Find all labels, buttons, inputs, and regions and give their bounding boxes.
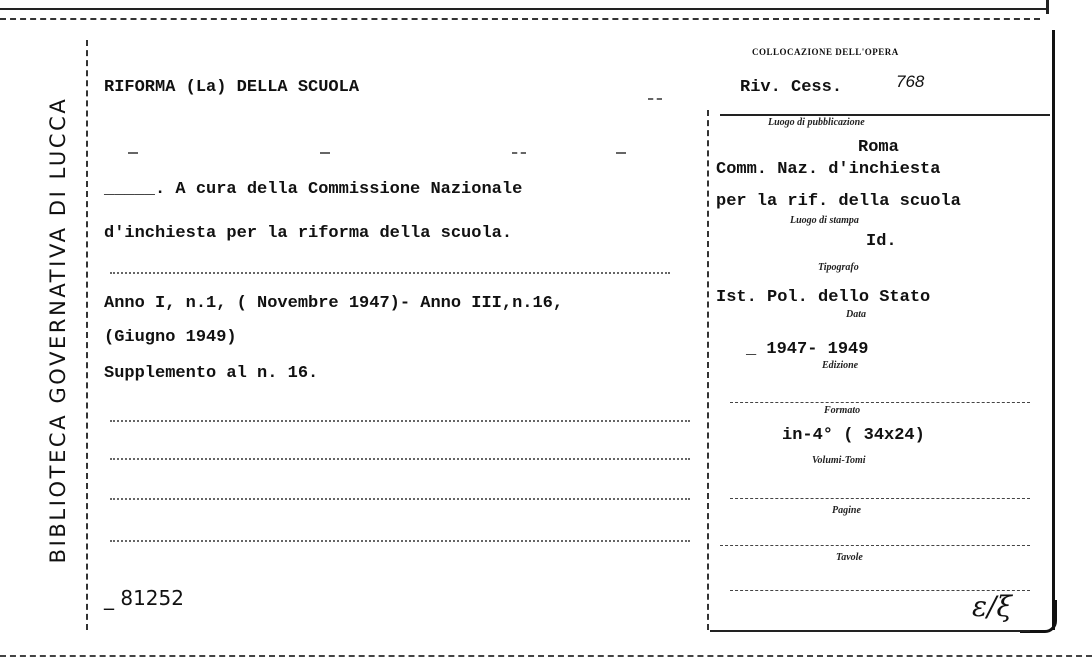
data-value: _ 1947- 1949 (746, 340, 869, 359)
filler-dotted-line (110, 272, 670, 274)
stamp-separator-line (86, 40, 88, 630)
collocation: Riv. Cess. (740, 78, 843, 97)
luogo-stampa: Id. (866, 232, 897, 251)
card-top-dashed-border (0, 18, 1040, 20)
library-stamp: BIBLIOTECA GOVERNATIVA DI LUCCA (46, 96, 70, 564)
entry-title: RIFORMA (La) DELLA SCUOLA (104, 78, 360, 97)
panel-header: COLLOCAZIONE DELL'OPERA (752, 47, 899, 57)
card-right-border (1052, 30, 1055, 630)
filler-dotted-line (110, 458, 690, 460)
panel-rule (730, 402, 1030, 403)
title-dash (648, 98, 662, 100)
panel-bottom-border (710, 630, 1030, 632)
panel-left-border (707, 110, 709, 630)
tipografo: Ist. Pol. dello Stato (716, 288, 931, 307)
entry-line-1: _____. A cura della Commissione Nazionale (104, 180, 523, 199)
collocation-number: 768 (896, 72, 925, 91)
editore-line-2: per la rif. della scuola (716, 192, 961, 211)
filler-dash (512, 152, 526, 154)
entry-line-2: d'inchiesta per la riforma della scuola. (104, 224, 513, 243)
luogo-pubblicazione: Roma (858, 138, 899, 157)
luogo-pubblicazione-label: Luogo di pubblicazione (768, 117, 865, 128)
panel-rule (720, 114, 1050, 116)
tipografo-label: Tipografo (818, 262, 859, 273)
filler-dash (320, 152, 330, 154)
panel-rule (720, 545, 1030, 546)
data-label: Data (846, 309, 866, 320)
formato-label: Formato (824, 405, 861, 416)
card-top-border (0, 8, 1048, 10)
filler-dotted-line (110, 420, 690, 422)
pagine-label: Pagine (832, 505, 861, 516)
luogo-stampa-label: Luogo di stampa (790, 215, 859, 226)
panel-rule (730, 498, 1030, 499)
editore-line-1: Comm. Naz. d'inchiesta (716, 160, 941, 179)
inventory-number: _ 81252 (104, 586, 184, 610)
filler-dotted-line (110, 498, 690, 500)
entry-line-5: Supplemento al n. 16. (104, 364, 319, 383)
card-bottom-right-corner (1020, 600, 1057, 633)
card-corner-tick (1046, 0, 1049, 14)
card-bottom-border (0, 655, 1092, 657)
formato: in-4° ( 34x24) (782, 426, 925, 445)
edizione-label: Edizione (822, 360, 859, 371)
filler-dash (616, 152, 626, 154)
filler-dash (128, 152, 138, 154)
entry-line-3: Anno I, n.1, ( Novembre 1947)- Anno III,n.16, (104, 294, 564, 313)
entry-line-4: (Giugno 1949) (104, 328, 237, 347)
volumi-label: Volumi-Tomi (812, 455, 866, 466)
tavole-label: Tavole (836, 552, 863, 563)
filler-dotted-line (110, 540, 690, 542)
handwritten-mark: ε/ξ (972, 590, 1012, 623)
